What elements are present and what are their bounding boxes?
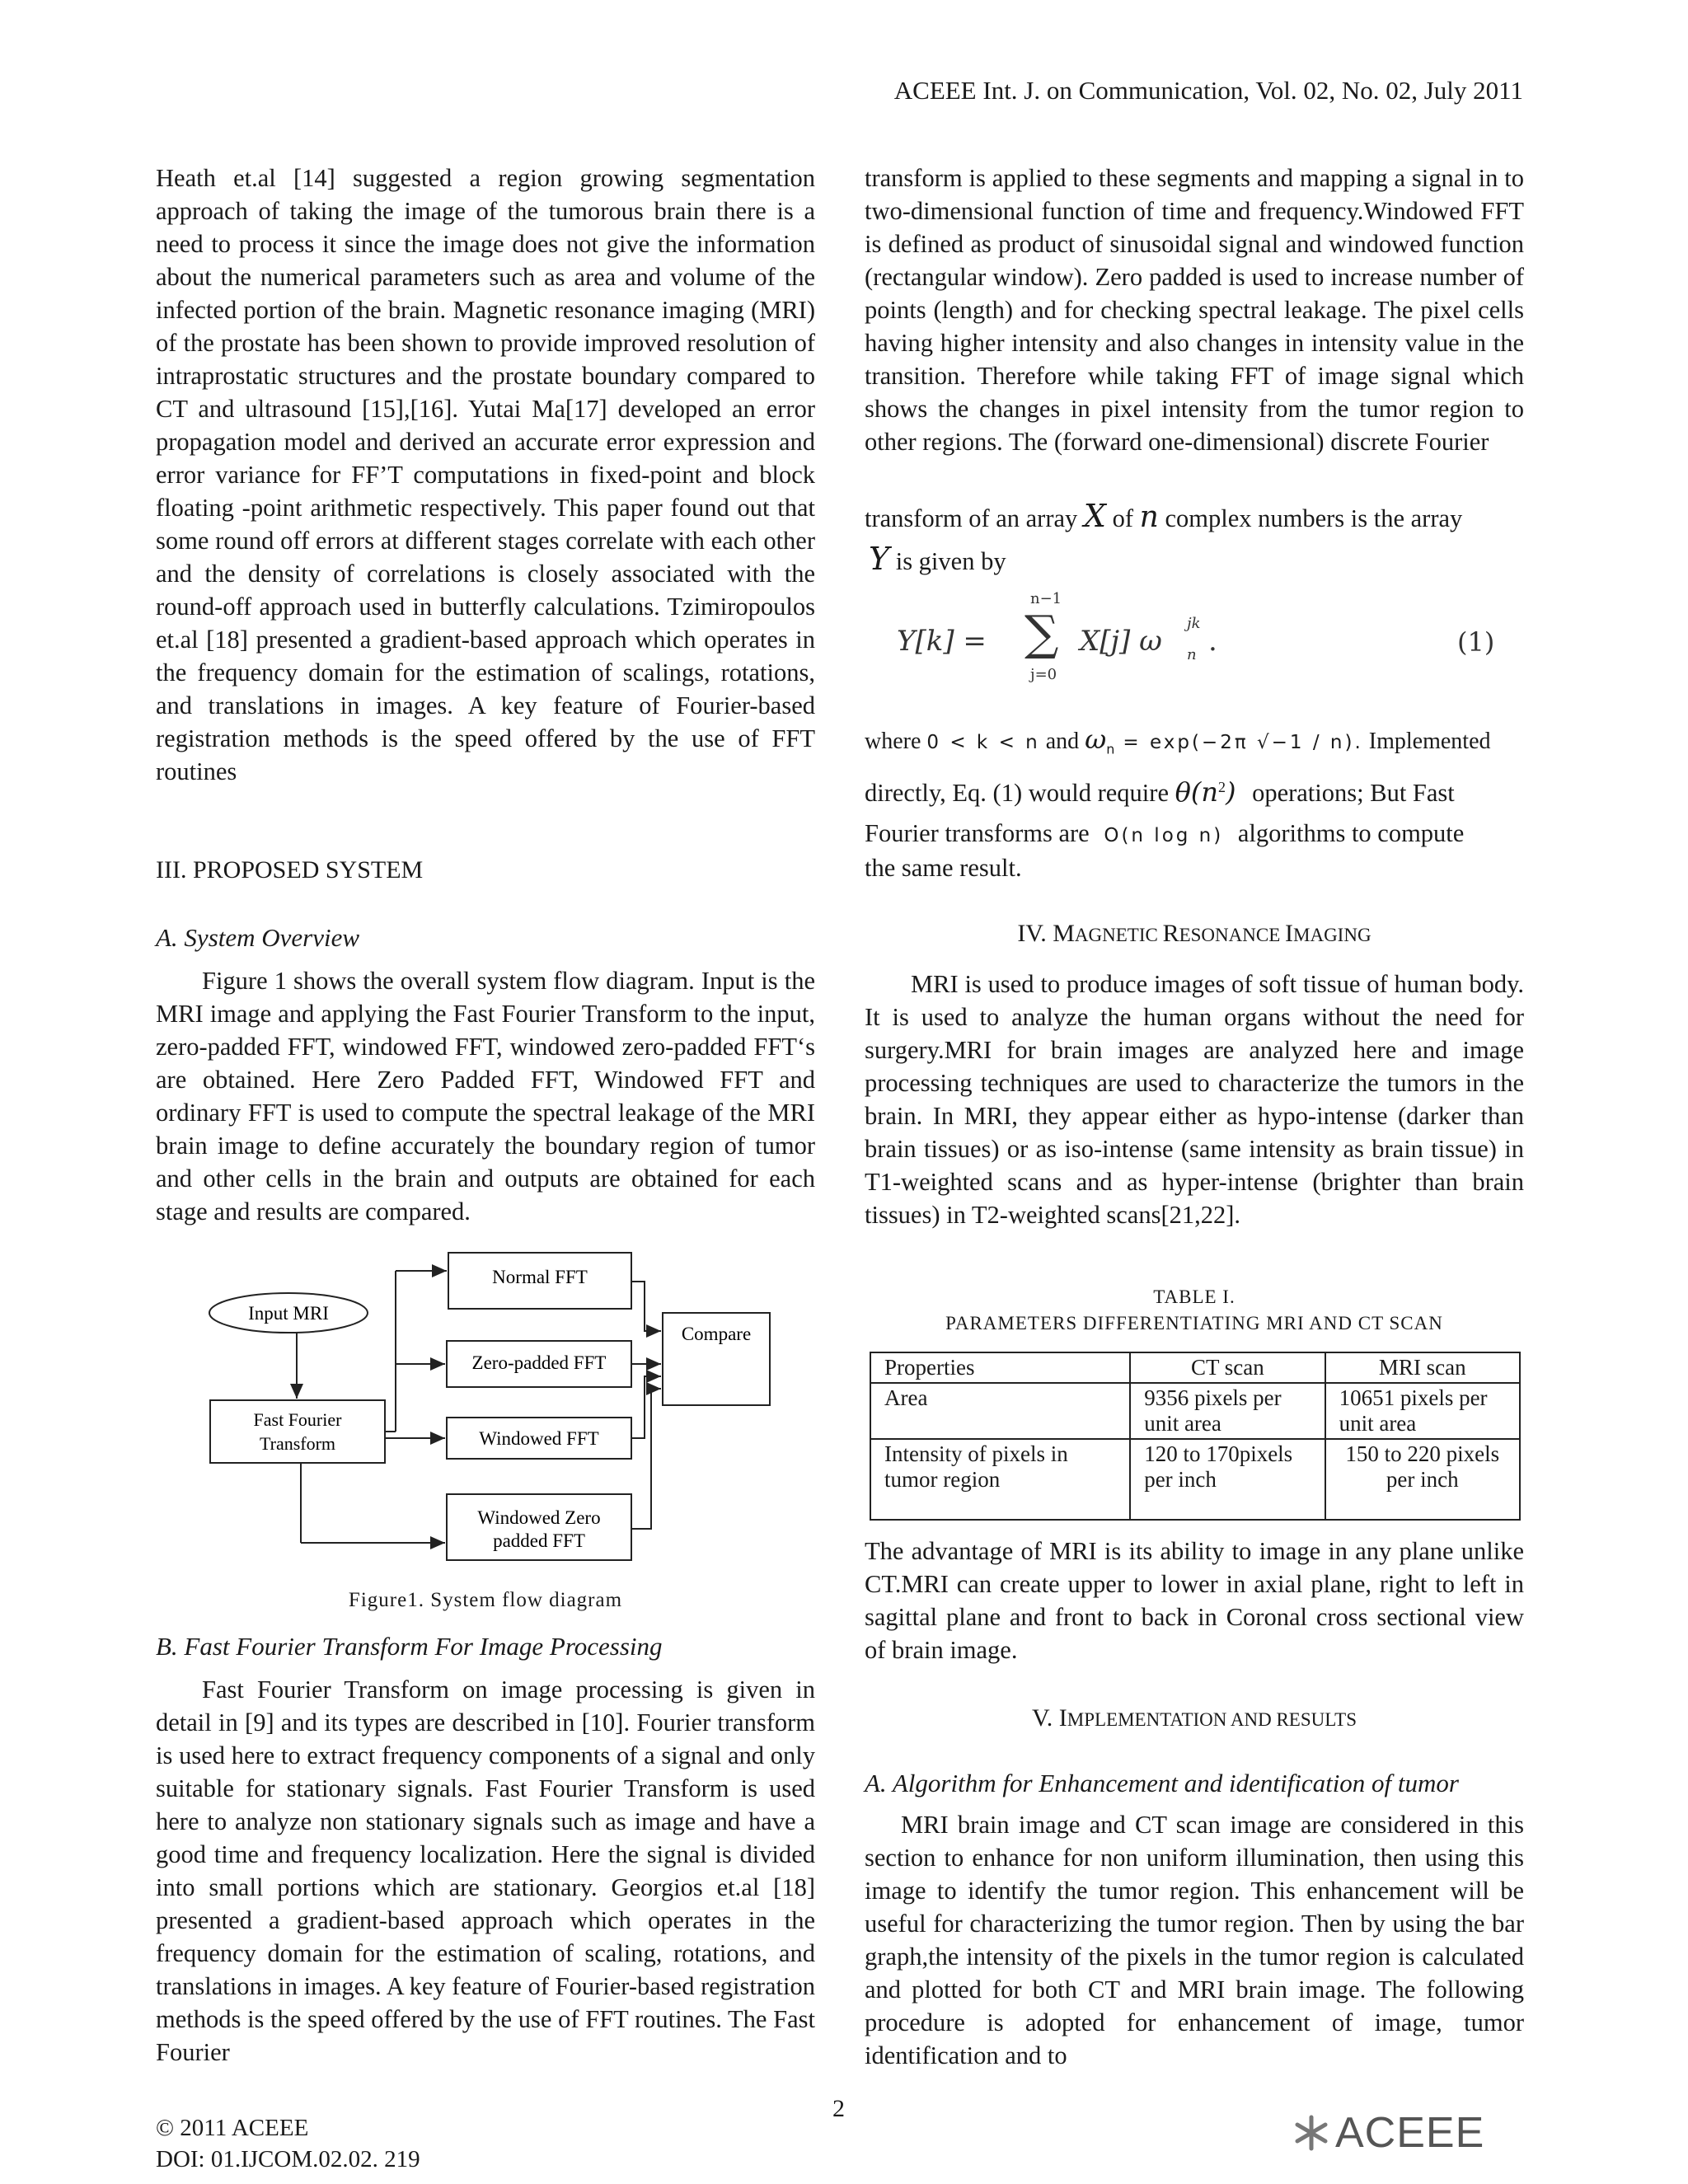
left-paragraph-1: Heath et.al [14] suggested a region growing segmentation approach of taking the image of the tumorous brain there is a need to process it since the image does not give the information about the numerical parameters such as area and volume of the infected portion of the brain. Magnetic resonance imaging (MRI) of the prostate has been shown to provide improved resolution of intraprostatic structures and the prostate boundary compared to CT and ultrasound [15],[16]. Yutai Ma[17] developed an error propagation model and derived an accurate error expression and error variance for FF’T computations in fixed-point and block floating -point arithmetic respectively. This paper found out that some round off errors at different stages correlate with each other and the density of correlations is closely associated with the round-off approach used in butterfly calculations. Tzimiropoulos et.al [18] presented a gradient-based approach which operates in the frequency domain for the estimation of scalings, rotations, and translations in images. A key feature of Fourier-based registration methods is the speed offered by the use of FFT routines — [156, 164, 815, 785]
journal-header: ACEEE Int. J. on Communication, Vol. 02, No. 02, July 2011 — [893, 76, 1523, 105]
fft-label-line2: Transform — [259, 1433, 336, 1454]
copyright: © 2011 ACEEE — [156, 2115, 309, 2141]
theta-complexity: θ(n — [1175, 776, 1218, 808]
fourier-line — [865, 819, 1524, 848]
sum-upper-limit: n−1 — [1030, 590, 1062, 607]
mri-paragraph-block — [865, 968, 1524, 1231]
arrow-windowed-to-compare — [631, 1376, 661, 1438]
table-caption-line2: PARAMETERS DIFFERENTIATING MRI AND CT SCAN — [945, 1313, 1443, 1333]
theta-exponent: 2 — [1217, 778, 1226, 795]
windowed-zero-label-2: padded FFT — [493, 1530, 585, 1551]
sum-lower-limit: j=0 — [1030, 666, 1057, 683]
figure-1-caption: Figure1. System flow diagram — [348, 1589, 623, 1611]
windowed-fft-label: Windowed FFT — [479, 1428, 599, 1449]
page-number: 2 — [832, 2095, 845, 2122]
compare-label: Compare — [681, 1324, 752, 1344]
nlogn-complexity: O(n log n) — [1104, 825, 1224, 846]
subsection-a-text: Figure 1 shows the overall system flow diagram. Input is the MRI image and applying the Fast Fourier Transform to the input, zero-padded FFT, windowed FFT, windowed zero-padded FFT‘s are obtained. Here Zero Padded FFT, Windowed FFT and ordinary FFT is used to compute the spectral leakage of the MRI brain image to define accurately the boundary region of tumor and other cells in the brain and outputs are obtained for each stage and results are compared. — [156, 967, 815, 1226]
equation-1 — [897, 590, 1523, 689]
subsection-b-text: Fast Fourier Transform on image processing is given in detail in [9] and its types are described in [10]. Fourier transform is used here to extract frequency components of a signal and only suitable for stationary signals. Fast Fourier Transform is used here to analyze non stationary signals such as image and have a good time and frequency localization. Here the signal is divided into small portions which are stationary. Georgios et.al [18] presented a gradient-based approach which operates in the frequency domain for the estimation of scaling, rotations, and translations in images. A key feature of Fourier-based registration methods is the speed offered by the use of FFT routines. The Fast Fourier — [156, 1675, 815, 2066]
left-column — [156, 162, 815, 788]
table-cell: 150 to 220 pixels per inch — [1325, 1439, 1520, 1520]
header-mri-scan: MRI scan — [1325, 1352, 1520, 1383]
logo-text: ACEEE — [1335, 2109, 1485, 2157]
implemented-text: Implemented — [1368, 729, 1491, 754]
zero-padded-label: Zero-padded FFT — [471, 1352, 607, 1373]
k-range: 0 < k < n — [926, 732, 1040, 753]
star-icon — [1291, 2112, 1332, 2154]
omega-superscript: jk — [1187, 615, 1201, 632]
y-given-line — [869, 541, 1006, 577]
input-mri-label: Input MRI — [248, 1303, 329, 1324]
where-and: and — [1045, 729, 1080, 754]
fourier-text-b: algorithms to compute — [1237, 819, 1465, 847]
omega-subscript: n — [1187, 646, 1197, 663]
system-flow-diagram — [206, 1249, 783, 1562]
same-result-line: the same result. — [865, 854, 1022, 882]
array-x-symbol: X — [1083, 498, 1106, 534]
theta-close: ) — [1225, 776, 1236, 808]
doi: DOI: 01.IJCOM.02.02. 219 — [156, 2146, 420, 2172]
sum-symbol: ∑ — [1025, 605, 1059, 661]
right-paragraph-1-block — [865, 162, 1524, 458]
header-properties: Properties — [870, 1352, 1130, 1383]
equation-period: . — [1208, 625, 1217, 658]
table-cell: 120 to 170pixels per inch — [1130, 1439, 1325, 1520]
section-4-title: IV. MAGNETIC RESONANCE IMAGING — [1017, 920, 1372, 947]
subsection-b-block — [156, 1630, 815, 2069]
table-caption — [865, 1284, 1524, 1337]
windowed-zero-label-1: Windowed Zero — [477, 1507, 601, 1528]
section-3-title: III. PROPOSED SYSTEM — [156, 856, 424, 883]
section-5-title: V. IMPLEMENTATION AND RESULTS — [1031, 1704, 1357, 1732]
parameters-table — [870, 1352, 1521, 1521]
dft-text-c: complex numbers is the array — [1165, 504, 1463, 532]
where-text: where — [865, 729, 921, 754]
equation-lhs: Y[k] = — [897, 625, 987, 658]
equation-number: (1) — [1457, 626, 1495, 658]
y-given-text: is given by — [895, 547, 1006, 575]
table-cell: 9356 pixels per unit area — [1130, 1383, 1325, 1439]
right-paragraph-1: transform is applied to these segments and mapping a signal in to two-dimensional function of time and frequency.Windowed FFT is defined as product of sinusoidal signal and windowed function (rectangular window). Zero padded is used to increase number of points (length) and for checking spectral leakage. The pixel cells having higher intensity and also changes in intensity value in the transition. Therefore while taking FFT of image signal which shows the changes in pixel intensity from the tumor region to other regions. The (forward one-dimensional) discrete Fourier — [865, 164, 1524, 456]
table-cell: 10651 pixels per unit area — [1325, 1383, 1520, 1439]
subsection-a-block — [156, 921, 815, 1228]
arrow-wz-to-compare — [631, 1389, 661, 1529]
subsection-b-title: B. Fast Fourier Transform For Image Processing — [156, 1632, 663, 1661]
omega-sub-n: n — [1106, 741, 1118, 757]
mri-paragraph: MRI is used to produce images of soft tissue of human body. It is used to analyze the human organs without the need for surgery.MRI for brain images are analyzed here and image processing techniques are used to characterize the tumors in the brain. In MRI, they appear either as hypo-intense (darker than brain tissues) or as iso-intense (same intensity as brain tissue) in T1-weighted scans and as hyper-intense (brighter than brain tissues) in T2-weighted scans[21,22]. — [865, 970, 1524, 1229]
table-caption-line1: TABLE I. — [1153, 1286, 1236, 1307]
table-row — [870, 1439, 1520, 1520]
omega-definition: = exp(−2π √−1 / n). — [1123, 732, 1363, 753]
subsection-a-title: A. System Overview — [156, 923, 360, 952]
table-row — [870, 1383, 1520, 1439]
normal-fft-label: Normal FFT — [492, 1267, 588, 1287]
dft-text-b: of — [1112, 504, 1134, 532]
dft-line — [865, 498, 1524, 534]
equation-term: X[j] ω — [1080, 625, 1162, 658]
fft-label-line1: Fast Fourier — [253, 1409, 342, 1430]
algorithm-paragraph: MRI brain image and CT scan image are considered in this section to enhance for non uniform illumination, then using this image to identify the tumor region. This enhancement will be useful for characterizing the tumor region. Then by using the bar graph,the intensity of the pixels in the tumor region is calculated and plotted for both CT and MRI brain image. The following procedure is adopted for enhancement of image, tumor identification and to — [865, 1811, 1524, 2069]
advantage-paragraph: The advantage of MRI is its ability to image in any plane unlike CT.MRI can create upper to lower in axial plane, right to left in sagittal plane and front to back in Coronal cross sectional view of brain image. — [865, 1537, 1524, 1664]
section-3-block — [156, 854, 815, 887]
omega-symbol: ω — [1085, 724, 1107, 755]
advantage-block — [865, 1535, 1524, 1666]
array-y-symbol: Y — [869, 541, 890, 577]
where-line — [865, 724, 1524, 757]
dft-text-a: transform of an array — [865, 504, 1078, 532]
direct-text-b: operations; But Fast — [1252, 779, 1455, 807]
algorithm-subtitle: A. Algorithm for Enhancement and identification of tumor — [865, 1769, 1459, 1797]
fourier-text-a: Fourier transforms are — [865, 819, 1090, 847]
algorithm-block — [865, 1767, 1524, 2072]
table-cell: Intensity of pixels in tumor region — [870, 1439, 1130, 1520]
aceee-logo — [1291, 2108, 1484, 2158]
direct-text-a: directly, Eq. (1) would require — [865, 779, 1169, 807]
array-n-symbol: n — [1139, 500, 1159, 534]
header-ct-scan: CT scan — [1130, 1352, 1325, 1383]
table-header-row — [870, 1352, 1520, 1383]
table-cell: Area — [870, 1383, 1130, 1439]
arrow-normal-to-compare — [631, 1282, 661, 1331]
direct-line — [865, 776, 1524, 808]
